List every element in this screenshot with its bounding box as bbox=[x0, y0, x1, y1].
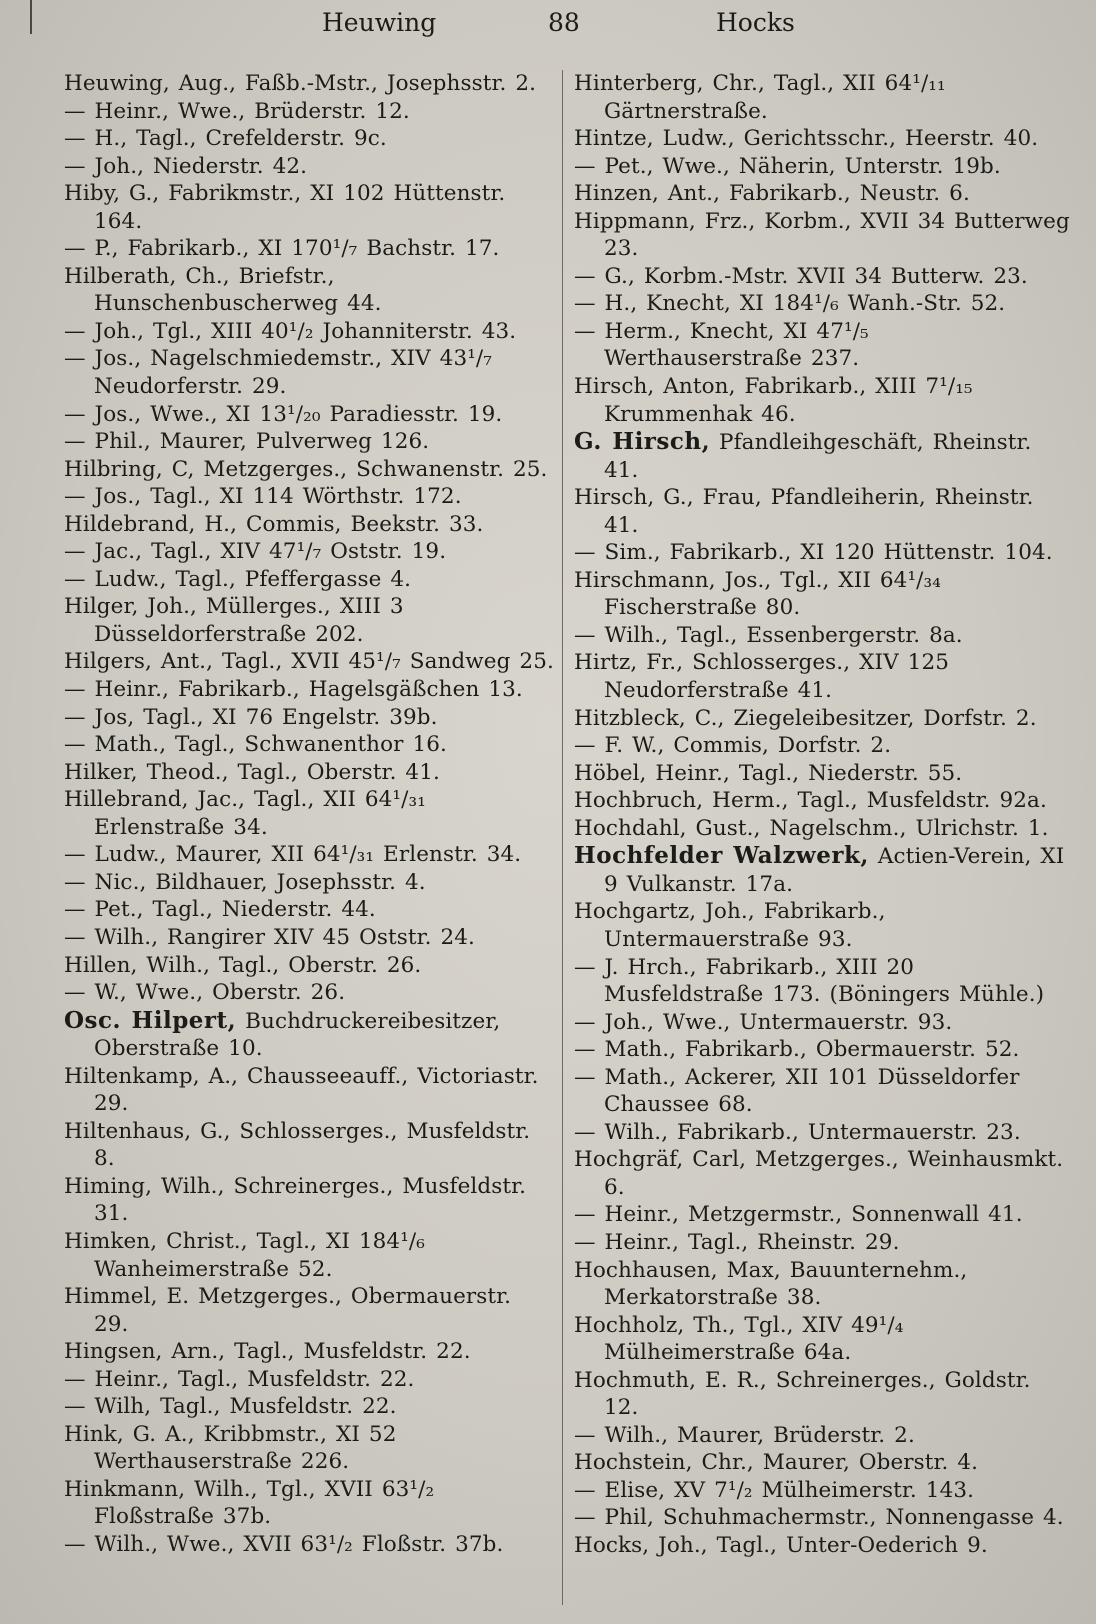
directory-entry bbox=[64, 456, 554, 484]
entry-text: — Wilh., Wwe., XVII 63¹/₂ Floßstr. 37b. bbox=[64, 1531, 504, 1557]
directory-entry bbox=[64, 180, 554, 235]
directory-entry bbox=[64, 979, 554, 1007]
entry-text: — Jac., Tagl., XIV 47¹/₇ Oststr. 19. bbox=[64, 539, 447, 565]
entry-text: — H., Knecht, XI 184¹/₆ Wanh.-Str. 52. bbox=[574, 291, 1006, 317]
directory-entry bbox=[64, 1173, 554, 1228]
directory-entry bbox=[64, 786, 554, 841]
directory-entry bbox=[64, 566, 554, 594]
directory-entry bbox=[574, 153, 1070, 181]
directory-entry bbox=[64, 896, 554, 924]
entry-text: — Phil, Schuhmachermstr., Nonnengasse 4. bbox=[574, 1505, 1064, 1531]
directory-entry bbox=[64, 593, 554, 648]
directory-entry bbox=[64, 759, 554, 787]
directory-entry bbox=[574, 70, 1070, 125]
entry-bold-name: Hochfelder Walzwerk, bbox=[574, 842, 869, 870]
directory-entry bbox=[574, 1367, 1070, 1422]
entry-bold-name: Osc. Hilpert, bbox=[64, 1006, 237, 1034]
entry-text: — Math., Ackerer, XII 101 Düsseldorfer Chaussee 68. bbox=[574, 1064, 1020, 1118]
directory-entry bbox=[574, 1146, 1070, 1201]
entry-text: — Joh., Tgl., XIII 40¹/₂ Johanniterstr. 43. bbox=[64, 318, 517, 344]
directory-entry bbox=[64, 1476, 554, 1531]
directory-entry bbox=[64, 1338, 554, 1366]
entry-text: Hillebrand, Jac., Tagl., XII 64¹/₃₁ Erlenstraße 34. bbox=[64, 787, 426, 840]
directory-entry bbox=[64, 924, 554, 952]
directory-entry bbox=[574, 649, 1070, 704]
entry-text: — Pet., Tagl., Niederstr. 44. bbox=[64, 897, 376, 923]
directory-entry bbox=[574, 787, 1070, 815]
entry-text: Hochbruch, Herm., Tagl., Musfeldstr. 92a. bbox=[574, 788, 1047, 814]
entry-text: Hilker, Theod., Tagl., Oberstr. 41. bbox=[64, 759, 440, 785]
entry-text: Hochgartz, Joh., Fabrikarb., Untermauerstraße 93. bbox=[574, 899, 886, 952]
entry-text: Hildebrand, H., Commis, Beekstr. 33. bbox=[64, 511, 484, 537]
directory-entry bbox=[64, 345, 554, 400]
entry-text: Hirsch, G., Frau, Pfandleiherin, Rheinstr. 41. bbox=[574, 485, 1034, 538]
directory-entry bbox=[574, 1036, 1070, 1064]
directory-entry bbox=[574, 125, 1070, 153]
entry-text: — Jos., Tagl., XI 114 Wörthstr. 172. bbox=[64, 484, 462, 510]
entry-text: — Jos., Nagelschmiedemstr., XIV 43¹/₇ Neudorferstr. 29. bbox=[64, 346, 492, 400]
entry-text: — Heinr., Fabrikarb., Hagelsgäßchen 13. bbox=[64, 677, 523, 703]
entry-bold-name: G. Hirsch, bbox=[574, 428, 711, 456]
entry-text: Hochholz, Th., Tgl., XIV 49¹/₄ Mülheimerstraße 64a. bbox=[574, 1312, 904, 1366]
directory-entry bbox=[64, 841, 554, 869]
entry-text: Heuwing, Aug., Faßb.-Mstr., Josephsstr. 2. bbox=[64, 71, 537, 96]
entry-text: Himmel, E. Metzgerges., Obermauerstr. 29. bbox=[64, 1284, 512, 1337]
directory-entry bbox=[64, 1118, 554, 1173]
directory-entry bbox=[574, 484, 1070, 539]
entry-text: Hiltenkamp, A., Chausseeauff., Victoriastr. 29. bbox=[64, 1063, 539, 1117]
entry-text: Hilbring, C, Metzgerges., Schwanenstr. 25. bbox=[64, 456, 548, 482]
directory-entry bbox=[64, 98, 554, 126]
directory-entry bbox=[64, 676, 554, 704]
entry-text: Hillen, Wilh., Tagl., Oberstr. 26. bbox=[64, 952, 422, 978]
entry-text: — Joh., Wwe., Untermauerstr. 93. bbox=[574, 1009, 953, 1035]
entry-text: Actien-Verein, XI 9 Vulkanstr. 17a. bbox=[604, 844, 1065, 897]
directory-entry bbox=[574, 180, 1070, 208]
directory-entry bbox=[64, 1007, 554, 1063]
directory-entry bbox=[64, 428, 554, 456]
directory-entry bbox=[574, 1229, 1070, 1257]
entry-text: Hocks, Joh., Tagl., Unter-Oederich 9. bbox=[574, 1532, 988, 1558]
entry-text: — P., Fabrikarb., XI 170¹/₇ Bachstr. 17. bbox=[64, 236, 500, 262]
entry-text: Buchdruckereibesitzer, Oberstraße 10. bbox=[94, 1008, 501, 1062]
entry-text: — Phil., Maurer, Pulverweg 126. bbox=[64, 429, 430, 455]
entry-text: — Wilh., Tagl., Essenbergerstr. 8a. bbox=[574, 622, 963, 648]
entry-text: — G., Korbm.-Mstr. XVII 34 Butterw. 23. bbox=[574, 263, 1028, 289]
directory-entry bbox=[574, 1422, 1070, 1450]
directory-entry bbox=[574, 760, 1070, 788]
entry-text: — Elise, XV 7¹/₂ Mülheimerstr. 143. bbox=[574, 1477, 975, 1503]
entry-text: — W., Wwe., Oberstr. 26. bbox=[64, 980, 346, 1006]
directory-entry bbox=[64, 70, 554, 98]
directory-entry bbox=[574, 954, 1070, 1009]
entry-text: — Herm., Knecht, XI 47¹/₅ Werthauserstraße 237. bbox=[574, 318, 869, 372]
entry-text: — Ludw., Maurer, XII 64¹/₃₁ Erlenstr. 34. bbox=[64, 842, 522, 868]
entry-text: — H., Tagl., Crefelderstr. 9c. bbox=[64, 126, 387, 152]
directory-entry bbox=[64, 125, 554, 153]
right-column bbox=[574, 70, 1070, 1560]
entry-text: Himken, Christ., Tagl., XI 184¹/₆ Wanheimerstraße 52. bbox=[64, 1228, 425, 1282]
directory-entry bbox=[574, 622, 1070, 650]
directory-entry bbox=[574, 1532, 1070, 1560]
directory-entry bbox=[64, 1531, 554, 1559]
entry-text: — J. Hrch., Fabrikarb., XIII 20 Musfeldstraße 173. (Böningers Mühle.) bbox=[574, 954, 1045, 1008]
entry-text: — Wilh, Tagl., Musfeldstr. 22. bbox=[64, 1394, 397, 1420]
entry-text: Hitzbleck, C., Ziegeleibesitzer, Dorfstr. 2. bbox=[574, 705, 1037, 731]
entry-text: Hochdahl, Gust., Nagelschm., Ulrichstr. 1. bbox=[574, 815, 1049, 841]
entry-text: — Wilh., Fabrikarb., Untermauerstr. 23. bbox=[574, 1119, 1021, 1145]
directory-entry bbox=[574, 1064, 1070, 1119]
entry-text: — Nic., Bildhauer, Josephsstr. 4. bbox=[64, 869, 426, 895]
directory-entry bbox=[574, 263, 1070, 291]
directory-entry bbox=[574, 567, 1070, 622]
entry-text: Hink, G. A., Kribbmstr., XI 52 Werthauserstraße 226. bbox=[64, 1421, 397, 1475]
entry-text: — Wilh., Maurer, Brüderstr. 2. bbox=[574, 1422, 915, 1448]
entry-text: Pfandleihgeschäft, Rheinstr. 41. bbox=[604, 430, 1032, 483]
entry-text: — Sim., Fabrikarb., XI 120 Hüttenstr. 104. bbox=[574, 540, 1053, 566]
directory-entry bbox=[574, 1201, 1070, 1229]
directory-entry bbox=[574, 1449, 1070, 1477]
entry-text: — Heinr., Metzgermstr., Sonnenwall 41. bbox=[574, 1202, 1023, 1228]
entry-text: — Wilh., Rangirer XIV 45 Oststr. 24. bbox=[64, 924, 475, 950]
directory-entry bbox=[574, 1257, 1070, 1312]
entry-text: — Jos, Tagl., XI 76 Engelstr. 39b. bbox=[64, 704, 438, 730]
header-last-entry: Hocks bbox=[716, 8, 795, 37]
directory-entry bbox=[64, 318, 554, 346]
entry-text: Hirschmann, Jos., Tgl., XII 64¹/₃₄ Fischerstraße 80. bbox=[574, 567, 941, 621]
entry-text: — Heinr., Tagl., Musfeldstr. 22. bbox=[64, 1366, 415, 1392]
directory-entry bbox=[64, 401, 554, 429]
entry-text: Hirtz, Fr., Schlosserges., XIV 125 Neudorferstraße 41. bbox=[574, 650, 949, 704]
entry-text: Hochmuth, E. R., Schreinerges., Goldstr. 12. bbox=[574, 1367, 1031, 1421]
directory-entry bbox=[574, 1504, 1070, 1532]
directory-entry bbox=[574, 732, 1070, 760]
entry-text: Hingsen, Arn., Tagl., Musfeldstr. 22. bbox=[64, 1339, 471, 1365]
header-first-entry: Heuwing bbox=[322, 8, 437, 37]
directory-entry bbox=[64, 1393, 554, 1421]
directory-entry bbox=[64, 538, 554, 566]
directory-entry bbox=[64, 731, 554, 759]
directory-entry bbox=[64, 511, 554, 539]
entry-text: — Joh., Niederstr. 42. bbox=[64, 153, 308, 179]
entry-text: — F. W., Commis, Dorfstr. 2. bbox=[574, 733, 892, 759]
entry-text: Hilberath, Ch., Briefstr., Hunschenbuscherweg 44. bbox=[64, 263, 382, 317]
entry-text: Hiby, G., Fabrikmstr., XI 102 Hüttenstr. 164. bbox=[64, 181, 506, 234]
entry-text: — Math., Fabrikarb., Obermauerstr. 52. bbox=[574, 1037, 1020, 1063]
directory-entry bbox=[64, 704, 554, 732]
directory-entry bbox=[574, 1312, 1070, 1367]
entry-text: — Jos., Wwe., XI 13¹/₂₀ Paradiesstr. 19. bbox=[64, 401, 503, 427]
entry-text: Hintze, Ludw., Gerichtsschr., Heerstr. 40. bbox=[574, 126, 1039, 152]
directory-entry bbox=[64, 1283, 554, 1338]
directory-entry bbox=[64, 1421, 554, 1476]
entry-text: Höbel, Heinr., Tagl., Niederstr. 55. bbox=[574, 760, 963, 786]
entry-text: — Math., Tagl., Schwanenthor 16. bbox=[64, 732, 447, 758]
directory-entry bbox=[64, 153, 554, 181]
directory-entry bbox=[574, 290, 1070, 318]
entry-text: Hinterberg, Chr., Tagl., XII 64¹/₁₁ Gärtnerstraße. bbox=[574, 71, 946, 124]
directory-entry bbox=[64, 1063, 554, 1118]
directory-entry bbox=[574, 1477, 1070, 1505]
directory-entry bbox=[574, 842, 1070, 898]
entry-text: Hochgräf, Carl, Metzgerges., Weinhausmkt. 6. bbox=[574, 1147, 1064, 1200]
entry-text: Hochhausen, Max, Bauunternehm., Merkatorstraße 38. bbox=[574, 1257, 968, 1311]
directory-entry bbox=[574, 898, 1070, 953]
entry-text: — Ludw., Tagl., Pfeffergasse 4. bbox=[64, 566, 412, 592]
directory-entry bbox=[64, 1228, 554, 1283]
directory-entry bbox=[64, 483, 554, 511]
entry-text: Hilger, Joh., Müllerges., XIII 3 Düsseldorferstraße 202. bbox=[64, 594, 404, 647]
entry-text: — Heinr., Tagl., Rheinstr. 29. bbox=[574, 1229, 900, 1255]
directory-entry bbox=[64, 1366, 554, 1394]
left-column bbox=[64, 70, 554, 1559]
directory-entry bbox=[64, 952, 554, 980]
entry-text: Hilgers, Ant., Tagl., XVII 45¹/₇ Sandweg 25. bbox=[64, 649, 554, 675]
directory-entry bbox=[574, 705, 1070, 733]
entry-text: Hinkmann, Wilh., Tgl., XVII 63¹/₂ Floßstraße 37b. bbox=[64, 1476, 435, 1530]
entry-text: — Pet., Wwe., Näherin, Unterstr. 19b. bbox=[574, 153, 1001, 179]
page-number: 88 bbox=[548, 8, 580, 37]
directory-entry bbox=[574, 373, 1070, 428]
directory-entry bbox=[574, 815, 1070, 843]
directory-entry bbox=[64, 648, 554, 676]
directory-entry bbox=[574, 1119, 1070, 1147]
page-header bbox=[0, 8, 1096, 48]
entry-text: Hiltenhaus, G., Schlosserges., Musfeldstr. 8. bbox=[64, 1118, 531, 1172]
directory-entry bbox=[574, 1009, 1070, 1037]
column-divider bbox=[562, 70, 563, 1605]
entry-text: Hinzen, Ant., Fabrikarb., Neustr. 6. bbox=[574, 181, 970, 207]
directory-entry bbox=[574, 539, 1070, 567]
entry-text: Hirsch, Anton, Fabrikarb., XIII 7¹/₁₅ Krummenhak 46. bbox=[574, 374, 973, 427]
directory-entry bbox=[574, 318, 1070, 373]
directory-entry bbox=[574, 428, 1070, 484]
entry-text: Himing, Wilh., Schreinerges., Musfeldstr. 31. bbox=[64, 1173, 527, 1227]
directory-entry bbox=[64, 869, 554, 897]
directory-entry bbox=[64, 263, 554, 318]
directory-entry bbox=[574, 208, 1070, 263]
entry-text: — Heinr., Wwe., Brüderstr. 12. bbox=[64, 98, 410, 124]
entry-text: Hippmann, Frz., Korbm., XVII 34 Butterweg 23. bbox=[574, 208, 1070, 262]
entry-text: Hochstein, Chr., Maurer, Oberstr. 4. bbox=[574, 1450, 979, 1476]
directory-entry bbox=[64, 235, 554, 263]
